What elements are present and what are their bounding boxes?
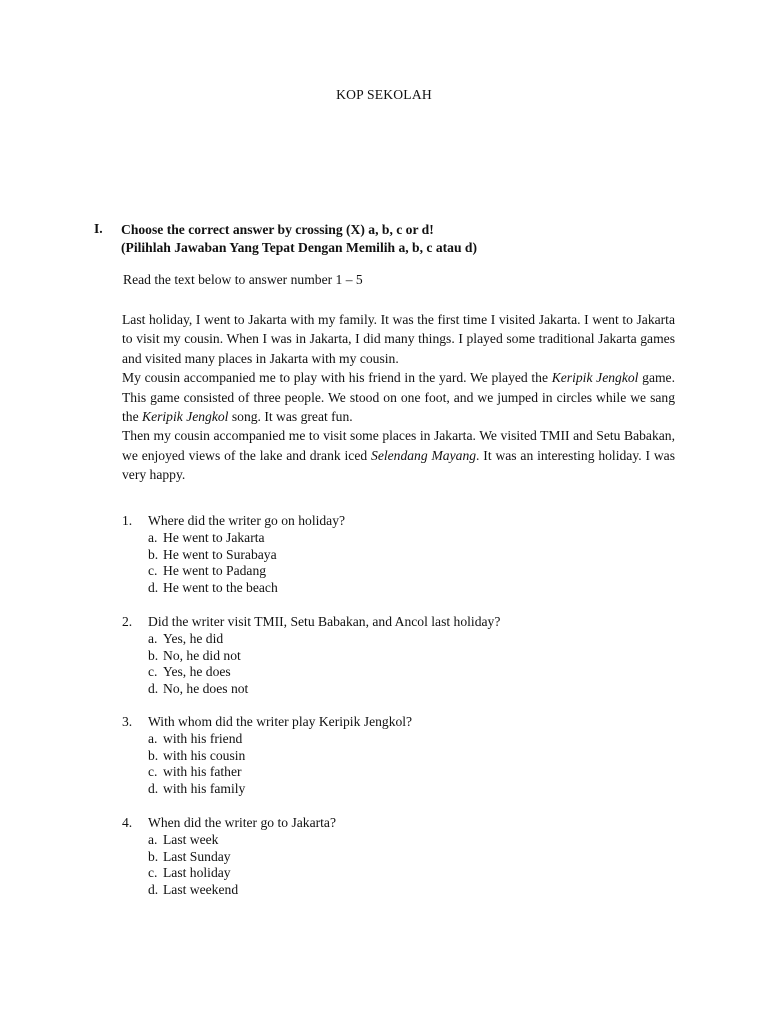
reading-instruction: Read the text below to answer number 1 – 5	[123, 272, 363, 287]
question-text: Did the writer visit TMII, Setu Babakan, and Ancol last holiday?	[148, 614, 501, 629]
question-number: 2.	[122, 614, 133, 629]
instruction-english: Choose the correct answer by crossing (X) a, b, c or d!	[121, 222, 434, 237]
song-name: Keripik Jengkol	[142, 409, 229, 425]
passage-paragraph-3: Then my cousin accompanied me to visit some places in Jakarta. We visited TMII and Setu Babakan, we enjoyed views of the lake and drank iced Selendang Mayang. It was an interesting holiday. I was very happy.	[122, 428, 675, 483]
answer-options	[148, 731, 245, 798]
passage-paragraph-2: My cousin accompanied me to play with his friend in the yard. We played the Keripik Jengkol game. This game consisted of three people. We stood on one foot, and we jumped in circles while we sang the Keripik Jengkol song. It was great fun.	[122, 370, 675, 425]
option-d[interactable]: d. Last weekend	[148, 882, 239, 898]
option-a[interactable]: a. with his friend	[148, 730, 243, 746]
school-letterhead: KOP SEKOLAH	[336, 87, 432, 102]
section-number: I.	[94, 221, 103, 236]
option-b[interactable]: b. with his cousin	[148, 747, 246, 763]
option-d[interactable]: d. He went to the beach	[148, 580, 278, 596]
passage-paragraph-1: Last holiday, I went to Jakarta with my family. It was the first time I visited Jakarta. I went to Jakarta to visit my cousin. When I was in Jakarta, I did many things. I played some traditional Jakarta games and visited many places in Jakarta with my cousin.	[122, 312, 675, 366]
answer-options	[148, 832, 238, 899]
answer-options	[148, 530, 278, 597]
option-b[interactable]: b. He went to Surabaya	[148, 546, 277, 562]
instruction-indonesian: (Pilihlah Jawaban Yang Tepat Dengan Memilih a, b, c atau d)	[121, 240, 478, 255]
question-number: 3.	[122, 714, 133, 729]
option-d[interactable]: d. with his family	[148, 781, 246, 797]
question-number: 1.	[122, 513, 133, 528]
option-c[interactable]: c. Last holiday	[148, 865, 231, 881]
reading-passage	[122, 310, 675, 485]
answer-options	[148, 631, 248, 698]
game-name: Keripik Jengkol	[551, 370, 639, 386]
question-text: With whom did the writer play Keripik Jengkol?	[148, 714, 413, 729]
question-text: When did the writer go to Jakarta?	[148, 815, 336, 830]
question-number: 4.	[122, 815, 133, 830]
option-a[interactable]: a. Yes, he did	[148, 630, 224, 646]
option-c[interactable]: c. He went to Padang	[148, 563, 267, 579]
option-d[interactable]: d. No, he does not	[148, 681, 249, 697]
option-c[interactable]: c. Yes, he does	[148, 664, 231, 680]
drink-name: Selendang Mayang	[371, 447, 477, 463]
question-text: Where did the writer go on holiday?	[148, 513, 346, 528]
option-a[interactable]: a. Last week	[148, 831, 219, 847]
option-a[interactable]: a. He went to Jakarta	[148, 529, 265, 545]
option-b[interactable]: b. Last Sunday	[148, 848, 231, 864]
option-b[interactable]: b. No, he did not	[148, 647, 241, 663]
option-c[interactable]: c. with his father	[148, 764, 242, 780]
section-instruction	[121, 221, 681, 257]
